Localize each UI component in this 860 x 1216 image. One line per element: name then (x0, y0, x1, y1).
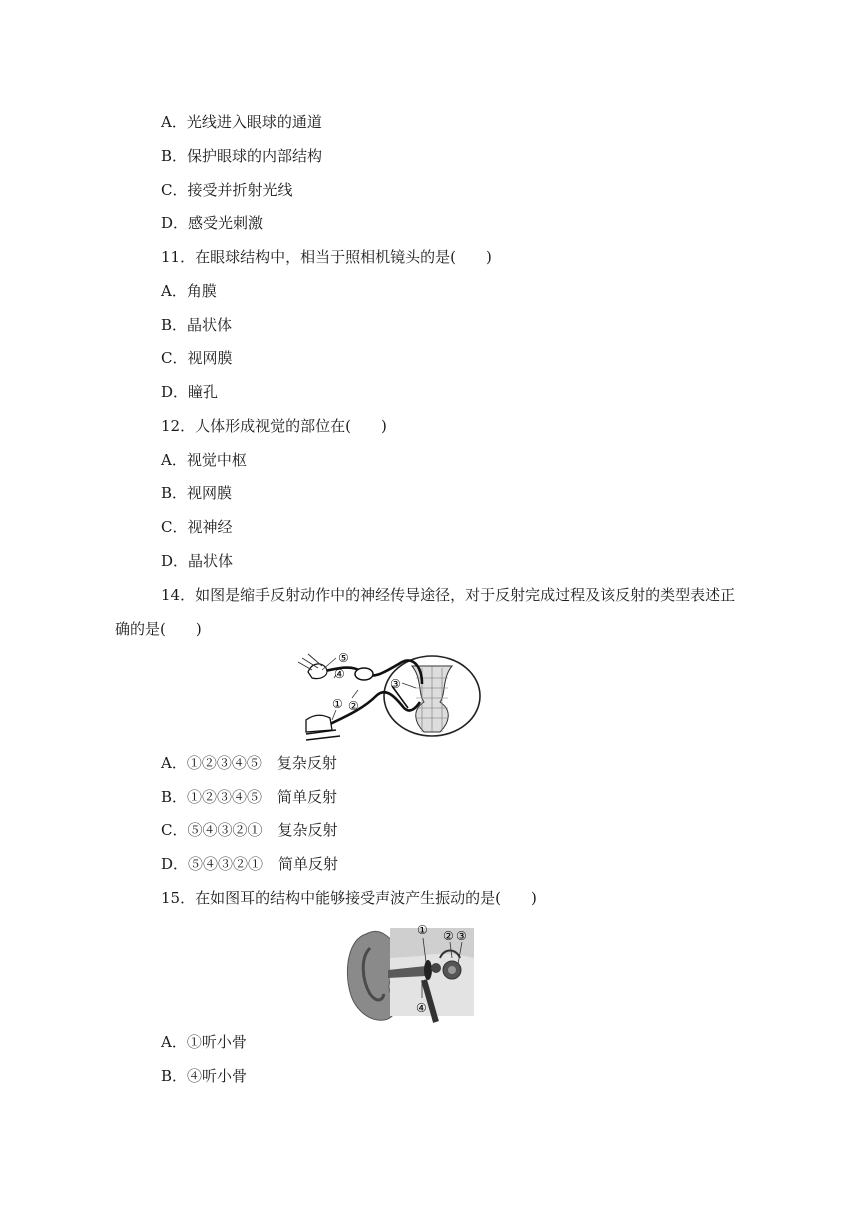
q11-stem: 11．在眼球结构中，相当于照相机镜头的是( ) (161, 248, 492, 266)
q14-option-b: B．①②③④⑤ 简单反射 (161, 788, 338, 806)
q11-option-b: B．晶状体 (161, 316, 233, 334)
q14-option-c: C．⑤④③②① 复杂反射 (161, 821, 338, 839)
q10-option-d: D．感受光刺激 (161, 214, 264, 232)
q15-option-b: B．④听小骨 (161, 1067, 248, 1085)
ear-label-1: ① (417, 923, 428, 937)
figure-label-5: ⑤ (338, 651, 349, 665)
ear-label-4: ④ (416, 1001, 427, 1015)
q10-option-c: C．接受并折射光线 (161, 181, 293, 199)
q11-option-a: A．角膜 (161, 282, 217, 300)
figure-label-1: ① (332, 697, 343, 711)
figure-label-3: ③ (390, 677, 401, 691)
q14-stem-line1: 14．如图是缩手反射动作中的神经传导途径，对于反射完成过程及该反射的类型表述正 (161, 586, 736, 604)
ear-label-2: ② (443, 929, 454, 943)
q10-option-a: A．光线进入眼球的通道 (161, 113, 322, 131)
figure-label-4: ④ (334, 667, 345, 681)
q14-option-d: D．⑤④③②① 简单反射 (161, 855, 339, 873)
q12-option-c: C．视神经 (161, 518, 233, 536)
q12-stem: 12．人体形成视觉的部位在( ) (161, 417, 387, 435)
reflex-arc-figure (292, 648, 492, 748)
q14-option-a: A．①②③④⑤ 复杂反射 (161, 754, 337, 772)
q12-option-d: D．晶状体 (161, 552, 234, 570)
q12-option-b: B．视网膜 (161, 484, 233, 502)
ear-structure-figure (340, 918, 480, 1024)
q15-stem: 15．在如图耳的结构中能够接受声波产生振动的是( ) (161, 889, 537, 907)
q11-option-d: D．瞳孔 (161, 383, 219, 401)
q12-option-a: A．视觉中枢 (161, 451, 247, 469)
q10-option-b: B．保护眼球的内部结构 (161, 147, 323, 165)
ear-label-3: ③ (456, 929, 467, 943)
figure-label-2: ② (348, 699, 359, 713)
q15-option-a: A．①听小骨 (161, 1033, 247, 1051)
q11-option-c: C．视网膜 (161, 349, 233, 367)
q14-stem-line2: 确的是( ) (115, 620, 202, 638)
